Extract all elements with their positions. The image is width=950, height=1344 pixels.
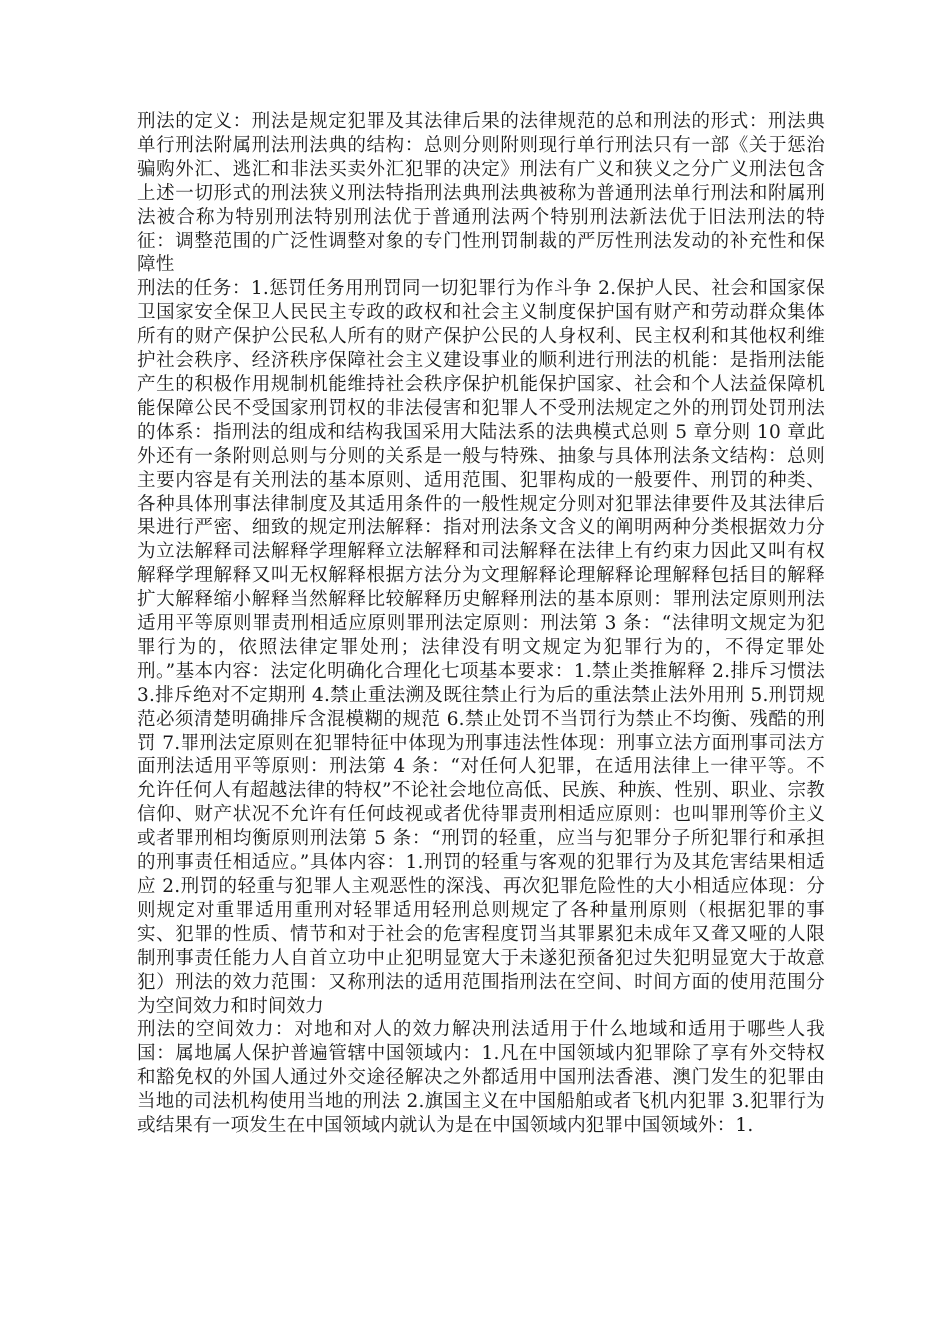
paragraph-spatial-effect: 刑法的空间效力：对地和对人的效力解决刑法适用于什么地域和适用于哪些人我国：属地属人保护普遍管辖中国领域内：1.凡在中国领域内犯罪除了享有外交特权和豁免权的外国人通过外交途径解决之外都适用中国刑法香港、澳门发生的犯罪由当地的司法机构使用当地的刑法 2.旗国主义在中国船舶或者飞机内犯罪 3.犯罪行为或结果有一项发生在中国领域内就认为是在中国领域内犯罪中国领域外：1. <box>137 1019 825 1137</box>
paragraph-criminal-law-tasks-and-principles: 刑法的任务：1.惩罚任务用刑罚同一切犯罪行为作斗争 2.保护人民、社会和国家保卫国家安全保卫人民民主专政的政权和社会主义制度保护国有财产和劳动群众集体所有的财产保护公民私人所有的财产保护公民的人身权利、民主权利和其他权利维护社会秩序、经济秩序保障社会主义建设事业的顺利进行刑法的机能：是指刑法能产生的积极作用规制机能维持社会秩序保护机能保护国家、社会和个人法益保障机能保障公民不受国家刑罚权的非法侵害和犯罪人不受刑法规定之外的刑罚处罚刑法的体系：指刑法的组成和结构我国采用大陆法系的法典模式总则 5 章分则 10 章此外还有一条附则总则与分则的关系是一般与特殊、抽象与具体刑法条文结构：总则主要内容是有关刑法的基本原则、适用范围、犯罪构成的一般要件、刑罚的种类、各种具体刑事法律制度及其适用条件的一般性规定分则对犯罪法律要件及其法律后果进行严密、细致的规定刑法解释：指对刑法条文含义的阐明两种分类根据效力分为立法解释司法解释学理解释立法解释和司法解释在法律上有约束力因此又叫有权解释学理解释又叫无权解释根据方法分为文理解释论理解释论理解释包括目的解释扩大解释缩小解释当然解释比较解释历史解释刑法的基本原则：罪刑法定原则刑法适用平等原则罪责刑相适应原则罪刑法定原则：刑法第 3 条：“法律明文规定为犯罪行为的，依照法律定罪处刑；法律没有明文规定为犯罪行为的，不得定罪处刑。”基本内容：法定化明确化合理化七项基本要求：1.禁止类推解释 2.排斥习惯法 3.排斥绝对不定期刑 4.禁止重法溯及既往禁止行为后的重法禁止法外用刑 5.刑罚规范必须清楚明确排斥含混模糊的规范 6.禁止处罚不当罚行为禁止不均衡、残酷的刑罚 7.罪刑法定原则在犯罪特征中体现为刑事违法性体现：刑事立法方面刑事司法方面刑法适用平等原则：刑法第 4 条：“对任何人犯罪，在适用法律上一律平等。不允许任何人有超越法律的特权”不论社会地位高低、民族、种族、性别、职业、宗教信仰、财产状况不允许有任何歧视或者优待罪责刑相适应原则：也叫罪刑等价主义或者罪刑相均衡原则刑法第 5 条：“刑罚的轻重，应当与犯罪分子所犯罪行和承担的刑事责任相适应。”具体内容：1.刑罚的轻重与客观的犯罪行为及其危害结果相适应 2.刑罚的轻重与犯罪人主观恶性的深浅、再次犯罪危险性的大小相适应体现：分则规定对重罪适用重刑对轻罪适用轻刑总则规定了各种量刑原则（根据犯罪的事实、犯罪的性质、情节和对于社会的危害程度罚当其罪累犯未成年又聋又哑的人限制刑事责任能力人自首立功中止犯明显宽大于未遂犯预备犯过失犯明显宽大于故意犯）刑法的效力范围：又称刑法的适用范围指刑法在空间、时间方面的使用范围分为空间效力和时间效力 <box>137 278 825 1017</box>
paragraph-criminal-law-definition: 刑法的定义：刑法是规定犯罪及其法律后果的法律规范的总和刑法的形式：刑法典单行刑法附属刑法刑法典的结构：总则分则附则现行单行刑法只有一部《关于惩治骗购外汇、逃汇和非法买卖外汇犯罪的决定》刑法有广义和狭义之分广义刑法包含上述一切形式的刑法狭义刑法特指刑法典刑法典被称为普通刑法单行刑法和附属刑法被合称为特别刑法特别刑法优于普通刑法两个特别刑法新法优于旧法刑法的特征：调整范围的广泛性调整对象的专门性刑罚制裁的严厉性刑法发动的补充性和保障性 <box>137 111 825 276</box>
document-body <box>137 110 825 1138</box>
